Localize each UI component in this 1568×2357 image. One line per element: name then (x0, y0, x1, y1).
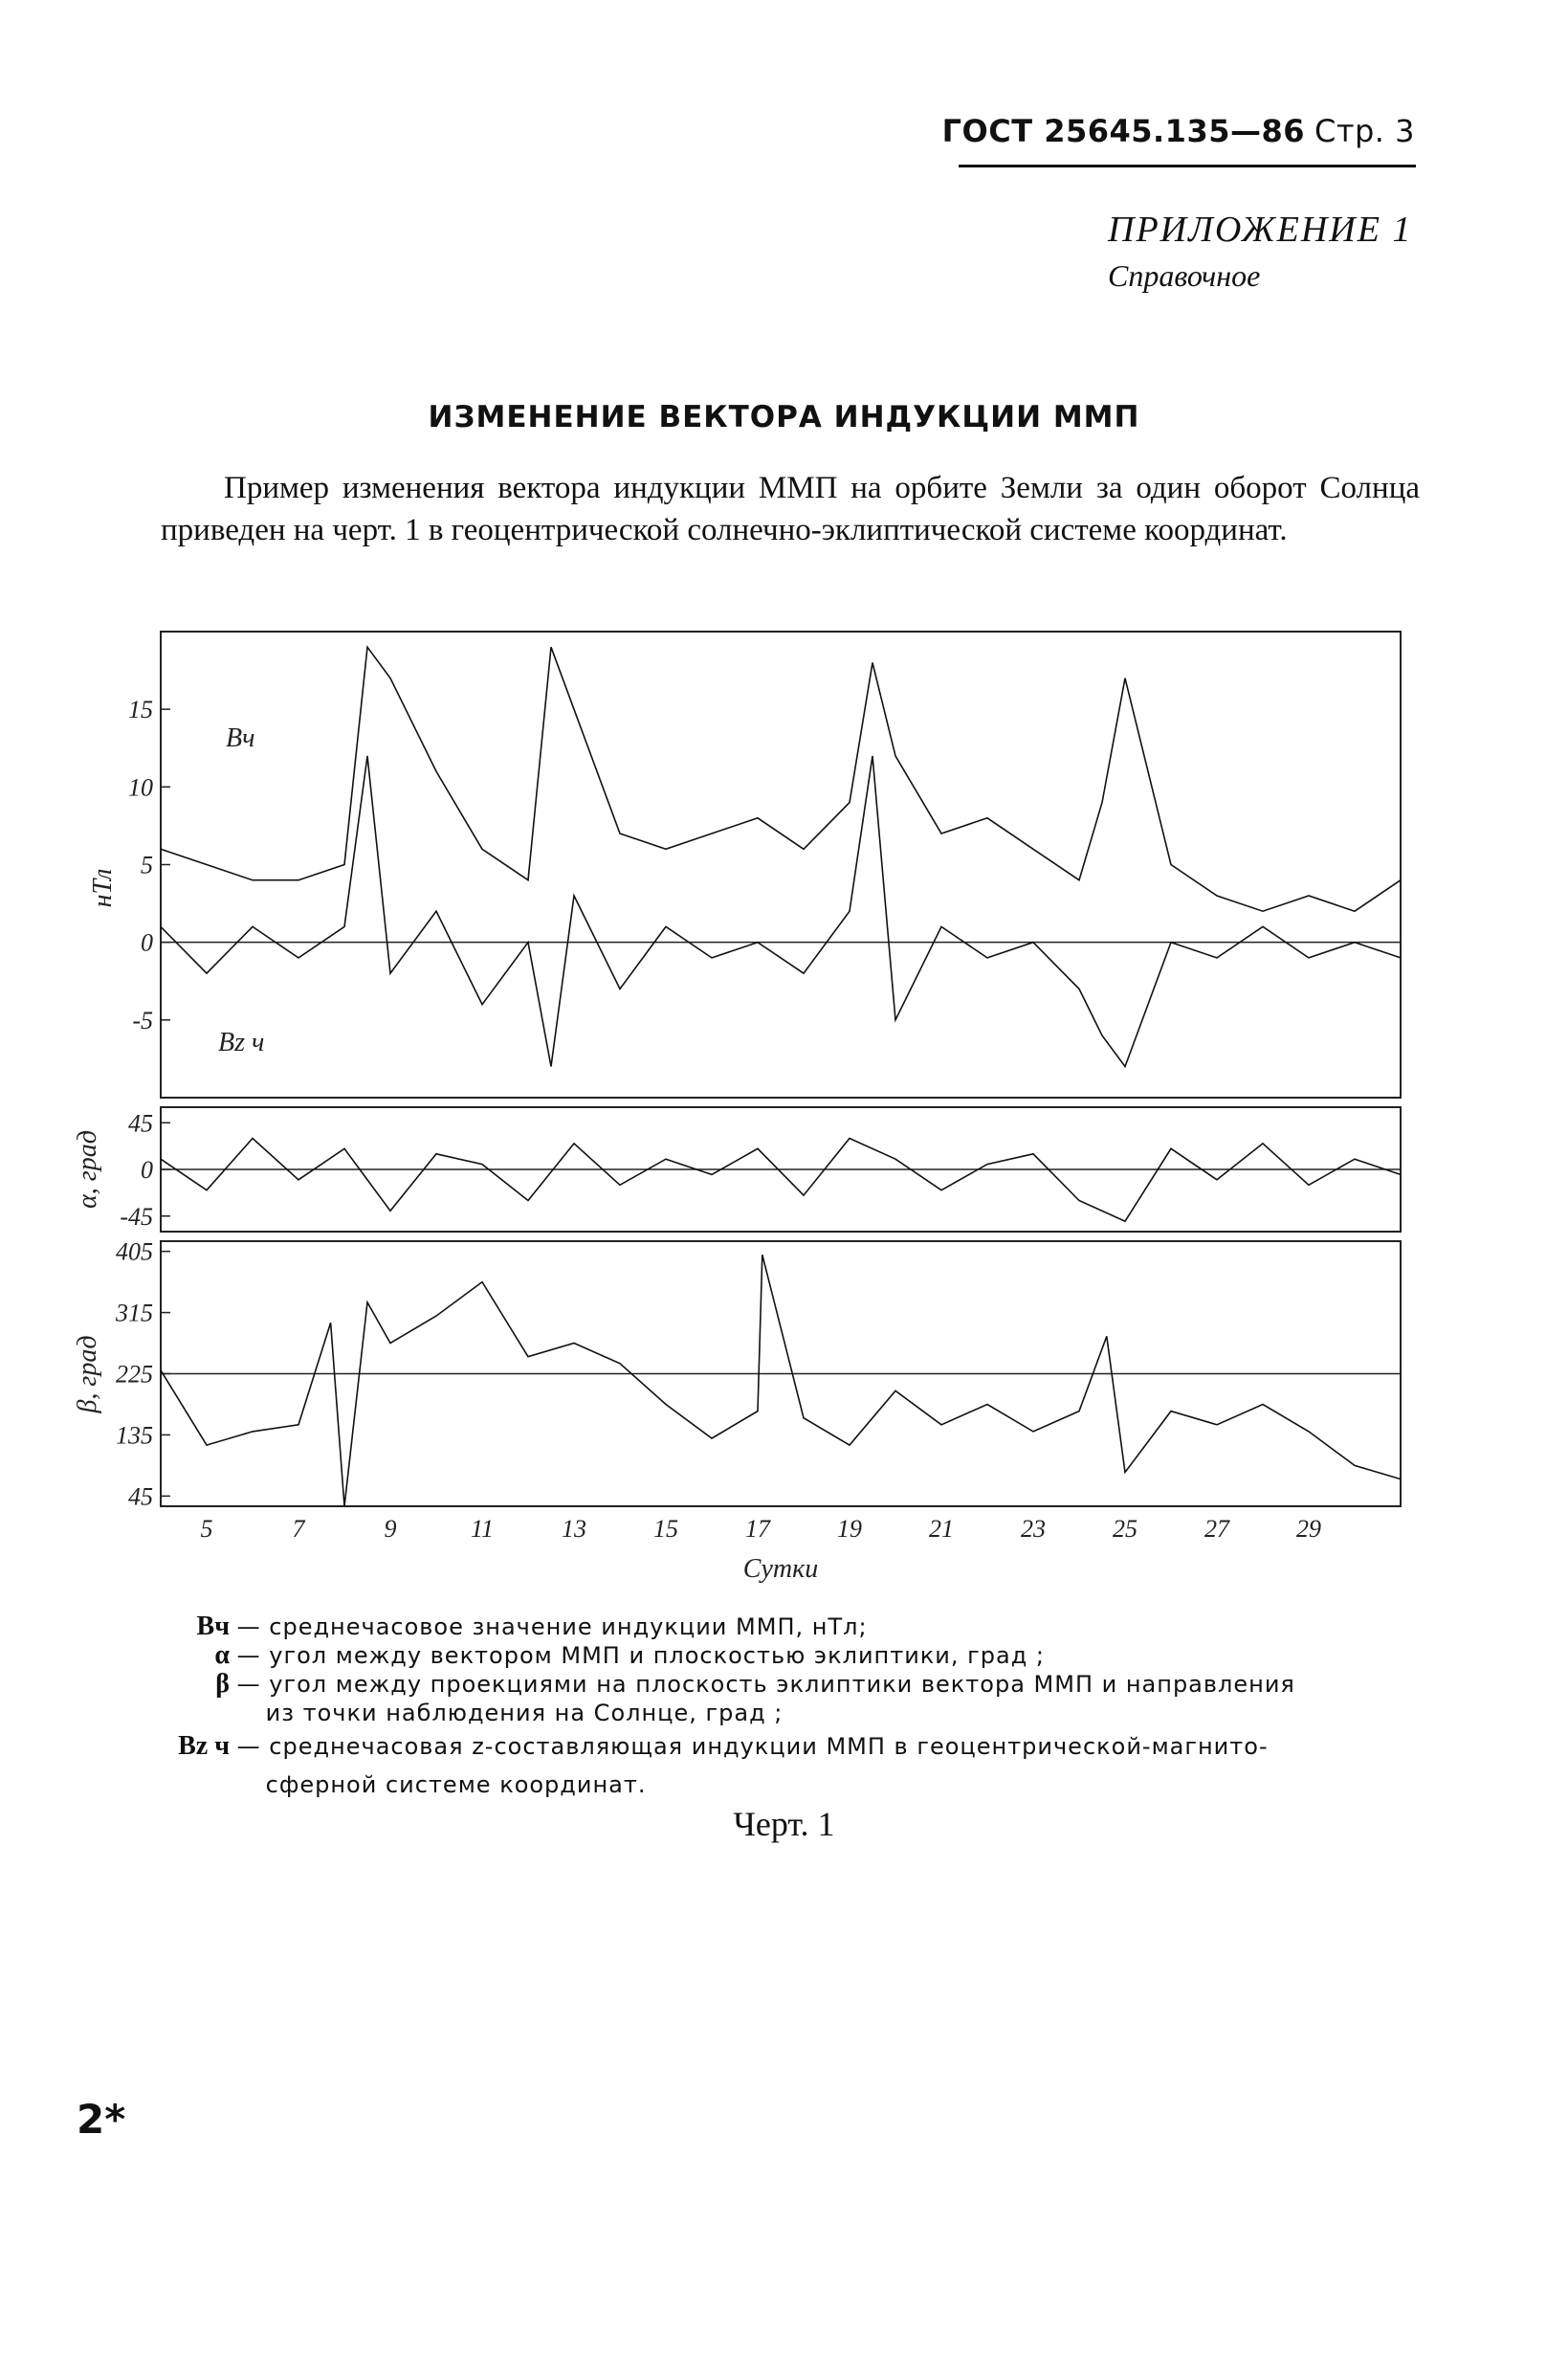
series-beta-line (161, 1255, 1401, 1506)
panel-alpha-tick-label: 0 (141, 1156, 153, 1184)
legend-text: — среднечасовое значение индукции ММП, нТл; (236, 1613, 868, 1640)
legend-item-beta-cont (134, 1699, 783, 1727)
x-tick-label: 5 (200, 1515, 213, 1543)
series-b-line (161, 647, 1401, 911)
panel-beta-ylabel: β, град (73, 1335, 102, 1413)
figure-caption: Черт. 1 (733, 1805, 835, 1843)
x-tick-label: 11 (470, 1515, 495, 1543)
legend-item-beta (134, 1670, 1295, 1699)
panel-induction (88, 632, 1401, 1098)
panel-induction-tick-label: 15 (128, 696, 153, 724)
x-tick-label: 29 (1296, 1515, 1321, 1543)
intro-paragraph: Пример изменения вектора индукции ММП на орбите Земли за один оборот Солнца приведен на черт. 1 в геоцентрической солнечно-эклиптической системе координат. (161, 471, 1420, 547)
x-tick-label: 13 (562, 1515, 586, 1543)
x-tick-label: 7 (292, 1515, 305, 1543)
legend-text: — угол между проекциями на плоскость эклиптики вектора ММП и направления (236, 1671, 1295, 1698)
appendix-title: ПРИЛОЖЕНИЕ 1 (1108, 210, 1413, 250)
panel-induction-ylabel: нТл (88, 868, 118, 908)
x-tick-label: 25 (1113, 1515, 1137, 1543)
legend-item-bz-cont (134, 1770, 647, 1799)
panel-alpha-tick-label: -45 (120, 1202, 153, 1231)
signature-mark: 2* (77, 2096, 126, 2143)
legend-item-b (134, 1612, 868, 1641)
panel-beta-tick-label: 135 (116, 1421, 153, 1450)
legend-text: — среднечасовая z-составляющая индукции ММП в геоцентрической-магнито- (236, 1733, 1269, 1760)
panel-beta-tick-label: 225 (116, 1360, 153, 1389)
x-tick-label: 9 (384, 1515, 397, 1543)
panel-induction-tick-label: 0 (141, 928, 153, 957)
series-b-label: Bч (226, 723, 255, 753)
panel-induction-tick-label: 5 (141, 851, 153, 879)
panel-beta-tick-label: 45 (128, 1482, 153, 1511)
legend-text: — угол между вектором ММП и плоскостью эклиптики, град ; (236, 1642, 1046, 1669)
x-tick-label: 17 (745, 1515, 770, 1543)
panel-induction-frame (161, 632, 1401, 1098)
legend-item-alpha (134, 1641, 1045, 1670)
legend-symbol: α (214, 1640, 230, 1670)
panel-alpha (73, 1107, 1401, 1232)
x-axis-ticks (201, 1515, 1322, 1543)
page-number: Стр. 3 (1314, 113, 1415, 149)
x-axis-label: Сутки (742, 1554, 819, 1584)
panel-alpha-tick-label: 45 (128, 1109, 153, 1138)
appendix-subtitle: Справочное (1108, 258, 1261, 293)
x-tick-label: 23 (1021, 1515, 1046, 1543)
legend-text: из точки наблюдения на Солнце, град ; (265, 1700, 784, 1726)
panel-alpha-ylabel: α, град (73, 1130, 102, 1209)
panel-beta-tick-label: 405 (116, 1237, 153, 1266)
series-bz-label: Bz ч (218, 1028, 265, 1057)
panel-induction-tick-label: 10 (128, 773, 153, 802)
legend-symbol: Bч (196, 1612, 230, 1641)
section-title: ИЗМЕНЕНИЕ ВЕКТОРА ИНДУКЦИИ ММП (428, 400, 1140, 434)
legend-text: сферной системе координат. (265, 1771, 647, 1798)
legend-item-bz (134, 1732, 1269, 1761)
x-tick-label: 21 (929, 1515, 954, 1543)
legend-symbol: β (215, 1669, 230, 1699)
panel-beta (73, 1238, 1401, 1511)
panel-induction-yticks (128, 696, 170, 1034)
x-tick-label: 19 (837, 1515, 862, 1543)
series-alpha-line (161, 1139, 1401, 1222)
legend-symbol: Bz ч (178, 1731, 230, 1761)
x-tick-label: 15 (653, 1515, 678, 1543)
standard-number: ГОСТ 25645.135—86 (941, 113, 1305, 149)
panel-induction-tick-label: -5 (132, 1006, 153, 1034)
x-tick-label: 27 (1204, 1515, 1229, 1543)
series-bz-line (161, 756, 1401, 1067)
panel-beta-tick-label: 315 (116, 1299, 153, 1327)
